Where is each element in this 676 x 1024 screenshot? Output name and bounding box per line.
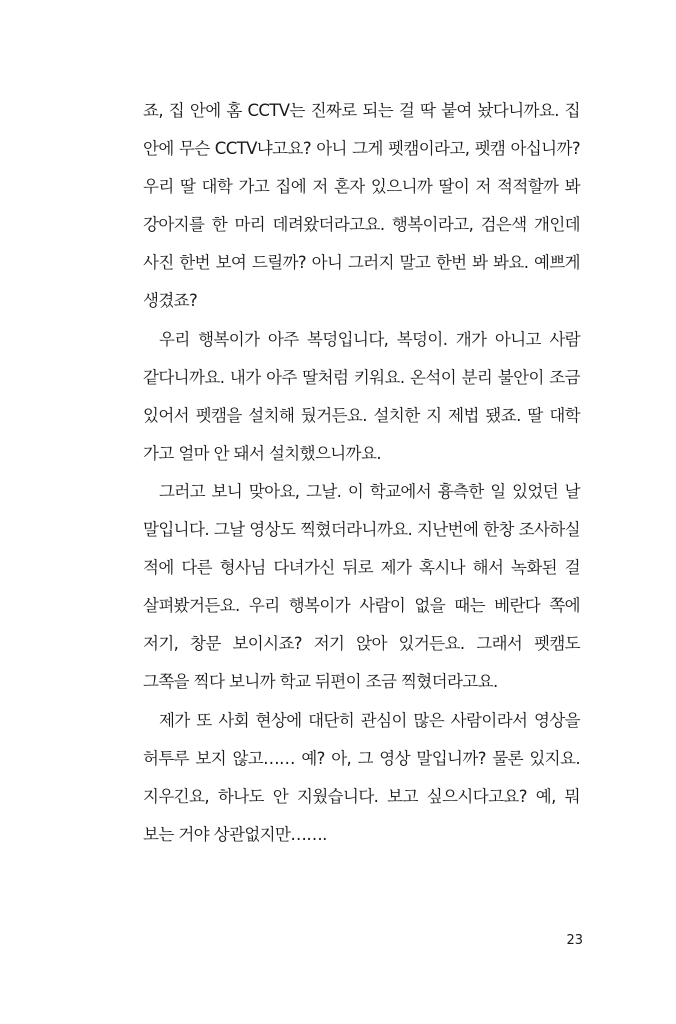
paragraph-4: 제가 또 사회 현상에 대단히 관심이 많은 사람이라서 영상을 허투루 보지 않고…… 예? 아, 그 영상 말입니까? 물론 있지요. 지우긴요, 하나도 안 지웠습니다. 보고 싶으시다고요? 예, 뭐 보는 거야 상관없지만……. <box>143 710 580 844</box>
page-number: 23 <box>566 933 583 948</box>
paragraph-3: 그러고 보니 맞아요, 그날. 이 학교에서 흉측한 일 있었던 날 말입니다. 그날 영상도 찍혔더라니까요. 지난번에 한창 조사하실 적에 다른 형사님 다녀가신 뒤로 제가 혹시나 해서 녹화된 걸 살펴봤거든요. 우리 행복이가 사람이 없을 때는 베란다 쪽에 저기, 창문 보이시죠? 저기 앉아 있거든요. 그래서 펫캠도 그쪽을 찍다 보니까 학교 뒤편이 조금 찍혔더라고요. <box>143 481 580 692</box>
paragraph-1: 죠, 집 안에 홈 CCTV는 진짜로 되는 걸 딱 붙여 놨다니까요. 집 안에 무슨 CCTV냐고요? 아니 그게 펫캠이라고, 펫캠 아십니까? 우리 딸 대학 가고 집에 저 혼자 있으니까 딸이 저 적적할까 봐 강아지를 한 마리 데려왔더라고요. 행복이라고, 검은색 개인데 사진 한번 보여 드릴까? 아니 그러지 말고 한번 봐 봐요. 예쁘게 생겼죠? <box>143 101 580 311</box>
body-text <box>143 92 580 854</box>
paragraph-2: 우리 행복이가 아주 복덩입니다, 복덩이. 개가 아니고 사람 같다니까요. 내가 아주 딸처럼 키워요. 온석이 분리 불안이 조금 있어서 펫캠을 설치해 뒀거든요. 설치한 지 제법 됐죠. 딸 대학 가고 얼마 안 돼서 설치했으니까요. <box>143 329 580 463</box>
